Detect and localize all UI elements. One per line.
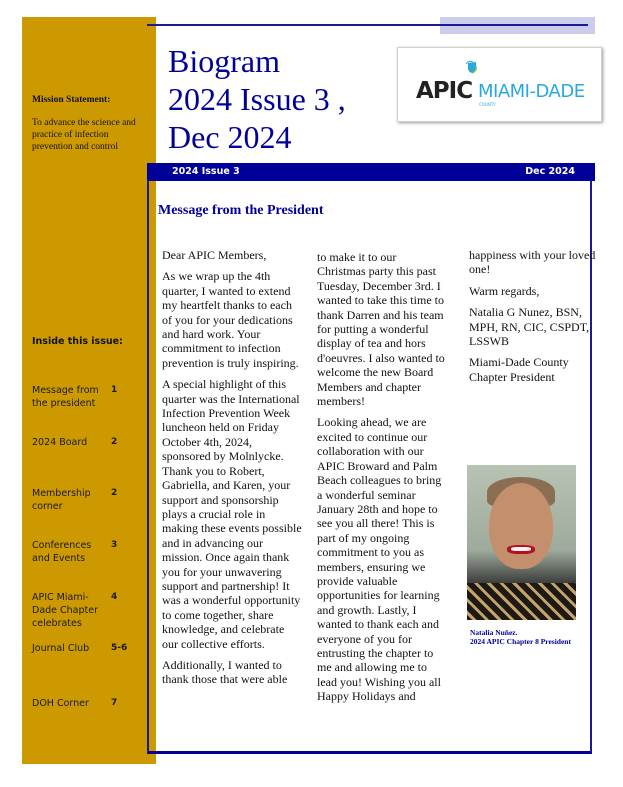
- photo-face: [489, 483, 553, 569]
- photo-caption: [470, 628, 585, 646]
- paragraph: happiness with your loved one!: [469, 248, 596, 277]
- logo-county: COUNTY: [479, 102, 496, 107]
- logo-brand: APIC: [416, 78, 473, 104]
- top-rule: [147, 24, 588, 26]
- section-heading: Message from the President: [158, 203, 324, 218]
- toc-item-page: 4: [111, 592, 118, 602]
- logo-region: MIAMI-DADE: [478, 81, 585, 102]
- article-column-2: [317, 250, 447, 711]
- band-date: Dec 2024: [525, 166, 575, 177]
- president-photo: [467, 465, 576, 620]
- toc-item-label: Message from the president: [32, 385, 99, 409]
- closing: Warm regards,: [469, 283, 540, 298]
- toc-item-label: Membership corner: [32, 488, 91, 512]
- signature-title: Miami-Dade County Chapter President: [469, 355, 569, 384]
- photo-shirt: [467, 583, 576, 620]
- issue-band: [147, 163, 595, 181]
- mission-statement-text: To advance the science and practice of infection prevention and control: [32, 118, 136, 152]
- toc-item-label: Conferences and Events: [32, 540, 92, 564]
- signature-name: Natalia G Nunez, BSN, MPH, RN, CIC, CSPDT, LSSWB: [469, 305, 590, 349]
- article-column-3: [469, 248, 597, 391]
- toc-title: Inside this issue:: [32, 336, 123, 347]
- mission-statement-title: Mission Statement:: [32, 95, 111, 105]
- toc-item-page: 2: [111, 437, 118, 447]
- title-line-1: Biogram: [168, 43, 280, 79]
- toc-item-page: 2: [111, 488, 118, 498]
- salutation: Dear APIC Members,: [162, 248, 267, 262]
- apic-logo: [397, 47, 602, 122]
- toc-item-label: Journal Club: [32, 643, 90, 654]
- caption-name: Natalia Nuñez.: [470, 628, 518, 637]
- paragraph: As we wrap up the 4th quarter, I wanted to extend my heartfelt thanks to each of you for your dedications and hard work. Your commitment to infection prevention is truly inspiring.: [162, 269, 299, 370]
- photo-teeth: [511, 547, 531, 551]
- newsletter-title: [168, 42, 428, 156]
- toc-item-page: 3: [111, 540, 118, 550]
- toc-item-label: DOH Corner: [32, 698, 89, 709]
- paragraph: Looking ahead, we are excited to continue our collaboration with our APIC Broward and Palm Beach colleagues to bring a wonderful seminar January 28th and hope to see you all there! This is part of my ongoing commitment to you as members, ensuring we provide valuable opportunities for learning and growth. Lastly, I wanted to thank each and everyone of you for entrusting the chapter to me and allowing me to lead you! Wishing you all Happy Holidays and: [317, 415, 442, 704]
- toc-item-label: 2024 Board: [32, 437, 88, 448]
- shield-icon: [465, 60, 479, 74]
- paragraph: to make it to our Christmas party this past Tuesday, December 3rd. I wanted to take this time to thank Darren and his team for putting a wonderful display of tea and hors d'oeuvres. I also wanted to welcome the new Board Members and chapter members!: [317, 250, 445, 409]
- paragraph: Additionally, I wanted to thank those that were able: [162, 657, 288, 687]
- title-line-2: 2024 Issue 3 ,: [168, 81, 346, 117]
- article-column-1: [162, 248, 302, 694]
- toc-item-page: 5-6: [111, 643, 128, 653]
- toc-item-page: 7: [111, 698, 118, 708]
- toc-item-page: 1: [111, 385, 118, 395]
- title-line-3: Dec 2024: [168, 119, 292, 155]
- band-issue: 2024 Issue 3: [172, 166, 240, 177]
- toc-item-label: APIC Miami-Dade Chapter celebrates: [32, 592, 99, 629]
- paragraph: A special highlight of this quarter was the International Infection Prevention Week luncheon held on Friday October 4th, 2024, sponsored by Molnlycke. Thank you to Robert, Gabriella, and Karen, your support and sponsorship plays a crucial role in making these events possible and in advancing our mission. Once again thank you for your unwavering support and partnership! It was a wonderful opportunity to come together, share knowledge, and celebrate our collective efforts.: [162, 377, 302, 651]
- caption-role: 2024 APIC Chapter 8 President: [470, 637, 571, 646]
